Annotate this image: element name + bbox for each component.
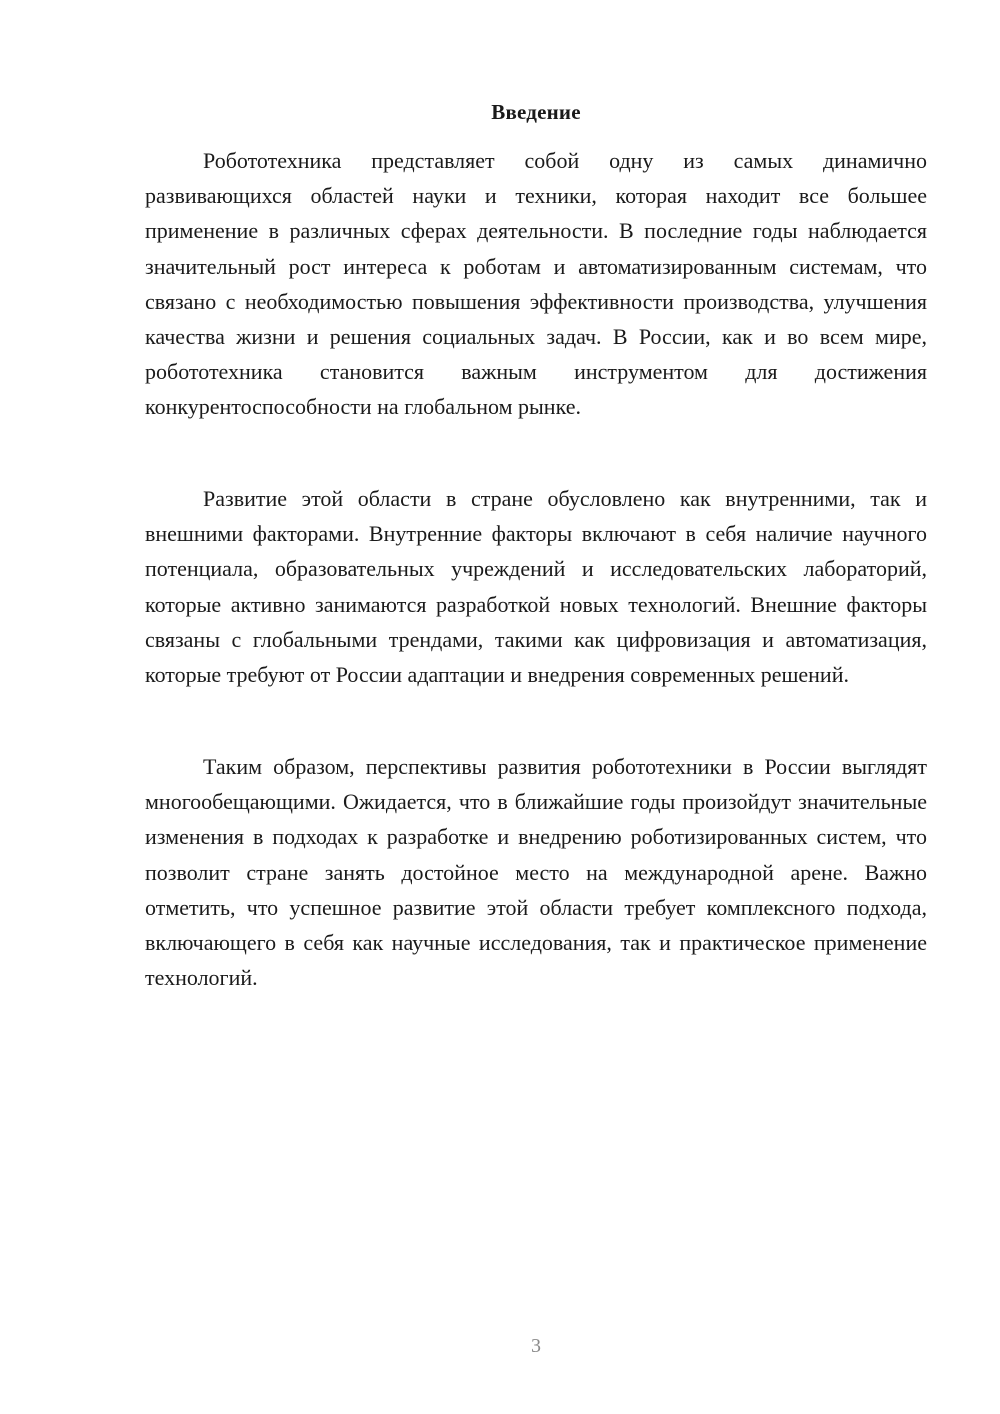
paragraph-factors: Развитие этой области в стране обусловлено как внутренними, так и внешними факторами. Внутренние факторы включают в себя наличие научного потенциала, образовательных учреждений и исследовательских лабораторий, которые активно занимаются разработкой новых технологий. Внешние факторы связаны с глобальными трендами, такими как цифровизация и автоматизация, которые требуют от России адаптации и внедрения современных решений. bbox=[145, 486, 927, 688]
section-heading: Введение bbox=[491, 100, 581, 124]
paragraph-intro: Робототехника представляет собой одну из самых динамично развивающихся областей науки и техники, которая находит все большее применение в различных сферах деятельности. В последние годы наблюдается значительный рост интереса к роботам и автоматизированным системам, что связано с необходимостью повышения эффективности производства, улучшения качества жизни и решения социальных задач. В России, как и во всем мире, робототехника становится важным инструментом для достижения конкурентоспособности на глобальном рынке. bbox=[145, 148, 927, 420]
page-number: 3 bbox=[531, 1335, 541, 1357]
paragraph-prospects: Таким образом, перспективы развития робототехники в России выглядят многообещающими. Ожидается, что в ближайшие годы произойдут значительные изменения в подходах к разработке и внедрению роботизированных систем, что позволит стране занять достойное место на международной арене. Важно отметить, что успешное развитие этой области требует комплексного подхода, включающего в себя как научные исследования, так и практическое применение технологий. bbox=[145, 754, 927, 991]
